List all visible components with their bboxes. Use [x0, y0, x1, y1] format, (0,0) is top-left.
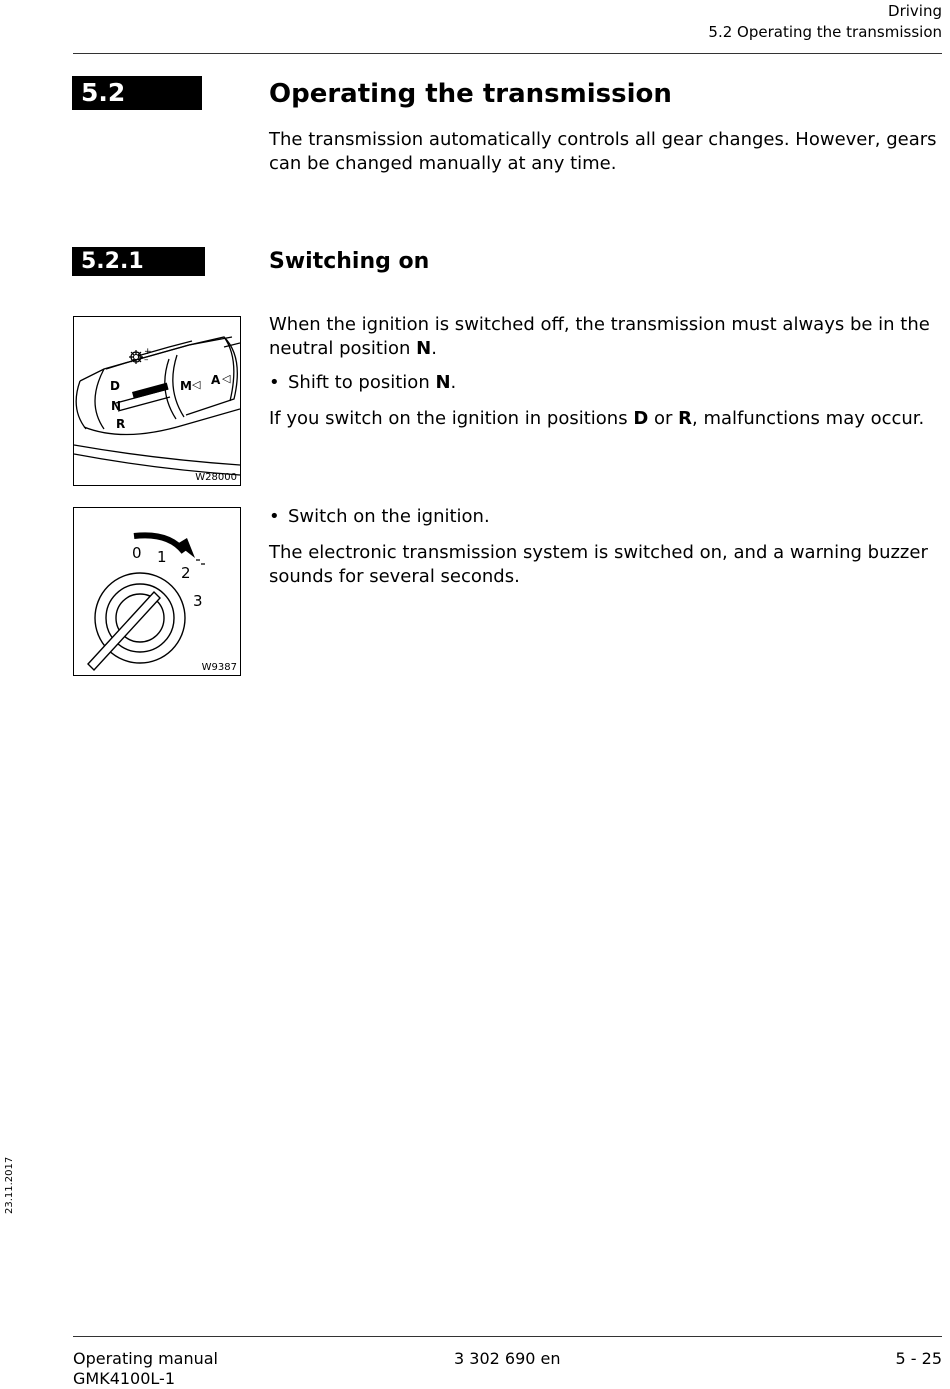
lever-a-label: A	[211, 373, 221, 387]
lever-plus-label: +	[144, 347, 152, 357]
lever-m-arrow-icon: ◁	[192, 378, 201, 391]
ignition-figure-code: W9387	[201, 662, 237, 673]
lever-m-label: M	[180, 379, 192, 393]
lever-a-arrow-icon: ◁	[222, 372, 231, 385]
neutral-paragraph: When the ignition is switched off, the transmission must always be in the neutral position N.	[269, 314, 930, 359]
lever-figure-code: W28000	[195, 472, 237, 483]
footer-page: 5 - 25	[895, 1349, 942, 1368]
ignition-position-2: 2	[181, 564, 191, 582]
section-number-box: 5.2	[72, 76, 202, 110]
bullet-symbol: •	[269, 372, 280, 393]
lever-figure	[73, 316, 241, 486]
malfunction-paragraph: If you switch on the ignition in positions D or R, malfunctions may occur.	[269, 408, 925, 429]
ignition-position-1: 1	[157, 548, 167, 566]
ignition-position-3: 3	[193, 592, 203, 610]
header-section: 5.2 Operating the transmission	[708, 23, 942, 41]
bullet-shift-neutral: • Shift to position N.	[269, 372, 457, 393]
subsection-title: Switching on	[269, 249, 430, 274]
neutral-letter: N	[416, 338, 432, 359]
header-chapter: Driving	[888, 2, 942, 20]
lever-r-label: R	[116, 417, 126, 431]
ignition-figure	[73, 507, 241, 676]
subsection-number-box: 5.2.1	[72, 247, 205, 276]
lever-minus-label: –	[144, 355, 149, 365]
buzzer-paragraph: The electronic transmission system is switched on, and a warning buzzer sounds for several seconds.	[269, 542, 928, 587]
ignition-switch-illustration	[74, 508, 240, 675]
bullet-switch-ignition: • Switch on the ignition.	[269, 506, 490, 527]
footer-docnum: 3 302 690 en	[454, 1349, 561, 1368]
footer-manual: Operating manual	[73, 1349, 218, 1368]
lever-d-label: D	[110, 379, 120, 393]
bullet-symbol: •	[269, 506, 280, 527]
header-divider	[73, 53, 942, 54]
gear-lever-illustration	[74, 317, 240, 485]
lever-n-label: N	[111, 399, 122, 413]
intro-paragraph: The transmission automatically controls all gear changes. However, gears can be changed manually at any time.	[269, 129, 937, 174]
footer-divider	[73, 1336, 942, 1337]
footer-model: GMK4100L-1	[73, 1369, 175, 1388]
side-date: 23.11.2017	[4, 1156, 15, 1214]
ignition-position-0: 0	[132, 544, 142, 562]
section-title: Operating the transmission	[269, 79, 672, 109]
